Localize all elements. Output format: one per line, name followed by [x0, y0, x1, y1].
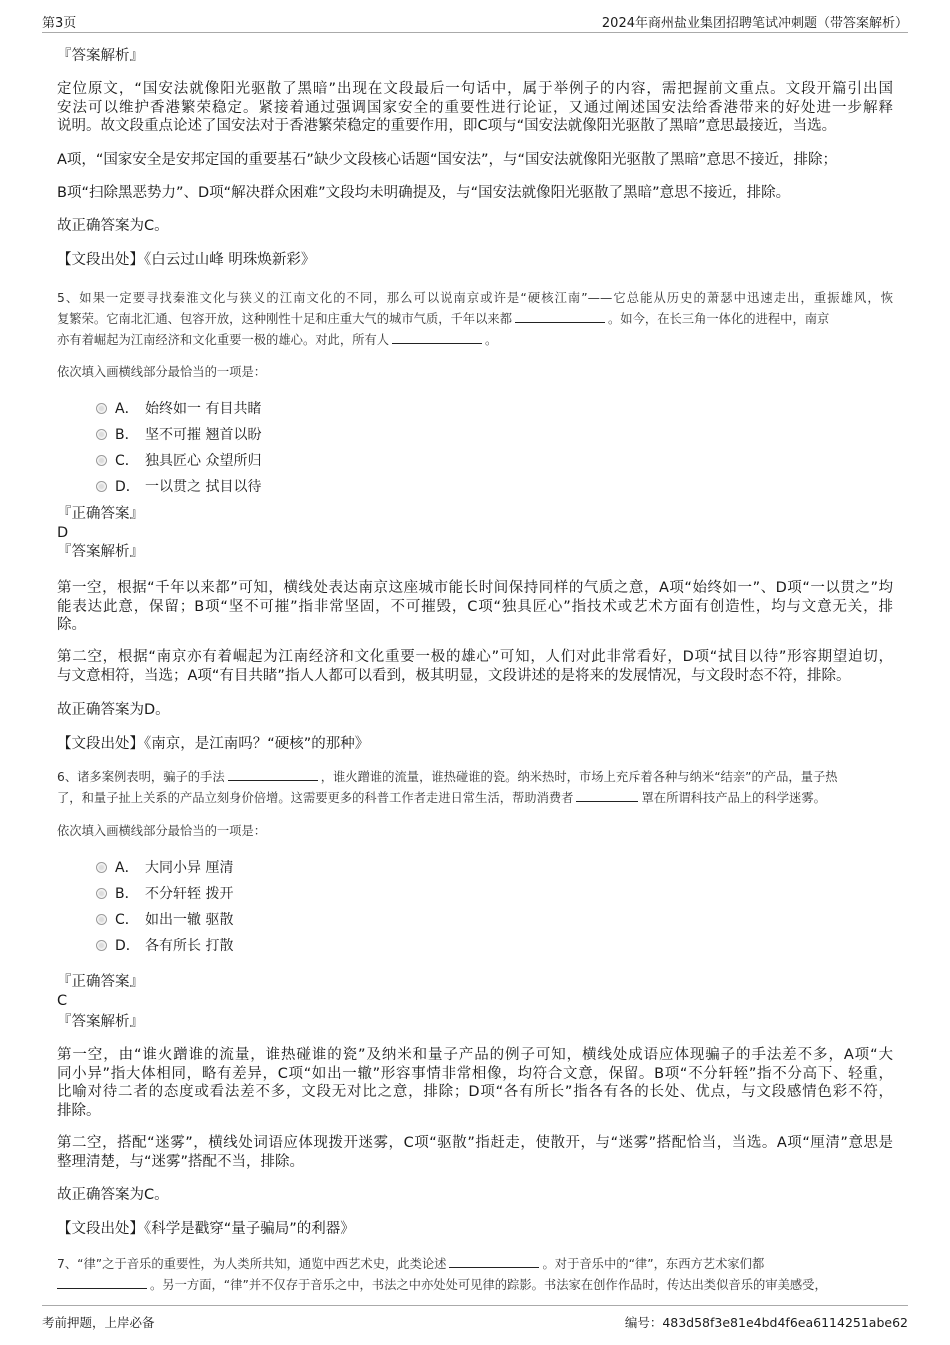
text-line: 比喻对待二者的态度或看法差不多，文段无对比之意，排除；D项“各有所长”指各有各的长处、优点，与文段感情色彩不符，: [57, 1084, 893, 1100]
source: 【文段出处】《白云过山峰 明珠焕新彩》: [57, 252, 316, 268]
question-text: 。对于音乐中的“律”，东西方艺术家们都: [542, 1257, 765, 1271]
text-line: 除。: [57, 617, 86, 633]
analysis-paragraph: [57, 1134, 893, 1171]
option-letter: A．: [115, 401, 139, 417]
radio-icon[interactable]: [96, 403, 107, 414]
correct-answer: C: [57, 993, 68, 1009]
text-line: 说明。故文段重点论述了国安法对于香港繁荣稳定的重要作用，即C项与“国安法就像阳光驱散了黑暗”意思最接近，当选。: [57, 118, 837, 134]
question-text: 。: [485, 333, 498, 347]
option-text: 坚不可摧 翘首以盼: [145, 427, 262, 443]
blank: [228, 768, 318, 781]
blank: [57, 1276, 147, 1289]
option-c[interactable]: [96, 450, 261, 470]
question-text: 亦有着崛起为江南经济和文化重要一极的雄心。对此，所有人: [57, 333, 390, 347]
page-number: 第3页: [42, 16, 77, 31]
text-line: 整理清楚，与“迷雾”搭配不当，排除。: [57, 1153, 305, 1170]
question-text: 了，和量子扯上关系的产品立刻身价倍增。这需要更多的科普工作者走进日常生活，帮助消费者: [57, 791, 574, 805]
question-6: [57, 767, 893, 809]
analysis-paragraph: [57, 648, 893, 685]
analysis-paragraph: [57, 1046, 893, 1120]
blank: [515, 310, 605, 323]
option-letter: C．: [115, 912, 139, 928]
radio-icon[interactable]: [96, 862, 107, 873]
conclusion: 故正确答案为C。: [57, 218, 169, 234]
text-line: 第二空，根据“南京亦有着崛起为江南经济和文化重要一极的雄心”可知，人们对此非常看好，D项“拭目以待”形容期望迫切，: [57, 649, 893, 665]
correct-answer-label: 『正确答案』: [57, 506, 144, 522]
question-text: 。另一方面，“律”并不仅存于音乐之中，书法之中亦处处可见律的踪影。书法家在创作作品时，传达出类似音乐的审美感受，: [150, 1278, 827, 1292]
option-letter: D．: [115, 938, 140, 954]
option-text: 一以贯之 拭目以待: [145, 479, 262, 495]
text-line: 安法可以维护香港繁荣稳定。紧接着通过强调国家安全的重要性进行论证，又通过阐述国安法给香港带来的好处进一步解释: [57, 99, 893, 116]
question-text: 。如今，在长三角一体化的进程中，南京: [608, 312, 830, 326]
analysis-label: 『答案解析』: [57, 1014, 144, 1030]
question-line: 5、如果一定要寻找秦淮文化与狭义的江南文化的不同，那么可以说南京或许是“硬核江南”——它总能从历史的萧瑟中迅速走出，重振雄风，恢: [57, 291, 893, 305]
option-text: 各有所长 打散: [145, 938, 234, 954]
text-line: 排除。: [57, 1102, 101, 1119]
correct-answer: D: [57, 525, 69, 541]
option-text: 不分轩轾 拨开: [145, 886, 234, 902]
text-line: 第一空，由“谁火蹭谁的流量，谁热碰谁的瓷”及纳米和量子产品的例子可知，横线处成语应体现骗子的手法差不多，A项“大: [57, 1047, 893, 1063]
radio-icon[interactable]: [96, 481, 107, 492]
question-prompt: 依次填入画横线部分最恰当的一项是：: [57, 824, 267, 838]
conclusion: 故正确答案为D。: [57, 702, 170, 718]
text-line: 同小异”指大体相同，略有差异，C项“如出一辙”形容事情非常相像，均符合文意，保留。B项“不分轩轾”指不分高下、轻重，: [57, 1065, 893, 1082]
option-a[interactable]: [96, 857, 233, 877]
option-letter: C．: [115, 453, 139, 469]
radio-icon[interactable]: [96, 455, 107, 466]
option-text: 如出一辙 驱散: [145, 912, 234, 928]
option-text: 大同小异 厘清: [145, 860, 234, 876]
text-line: 与文意相符，当选；A项“有目共睹”指人人都可以看到，极其明显，文段讲述的是将来的发展情况，与文段时态不符，排除。: [57, 667, 851, 684]
option-c[interactable]: [96, 909, 233, 929]
source: 【文段出处】《南京，是江南吗？“硬核”的那种》: [57, 736, 370, 752]
text-line: 第一空，根据“千年以来都”可知，横线处表达南京这座城市能长时间保持同样的气质之意，A项“始终如一”、D项“一以贯之”均: [57, 580, 893, 596]
question-text: ，谁火蹭谁的流量，谁热碰谁的瓷。纳米热时，市场上充斥着各种与纳米“结亲”的产品，量子热: [320, 770, 838, 784]
text-line: 定位原文，“国安法就像阳光驱散了黑暗”出现在文段最后一句话中，属于举例子的内容，需把握前文重点。文段开篇引出国: [57, 81, 893, 97]
option-b[interactable]: [96, 883, 233, 903]
blank: [449, 1255, 539, 1268]
question-text: 7、“律”之于音乐的重要性，为人类所共知，通览中西艺术史，此类论述: [57, 1257, 447, 1271]
option-text: 独具匠心 众望所归: [145, 453, 262, 469]
text-line: 第二空，搭配“迷雾”，横线处词语应体现拨开迷雾，C项“驱散”指赶走，使散开，与“迷雾”搭配恰当，当选。A项“厘清”意思是: [57, 1135, 893, 1151]
correct-answer-label: 『正确答案』: [57, 974, 144, 990]
analysis-label: 『答案解析』: [57, 48, 144, 64]
option-d[interactable]: [96, 935, 233, 955]
radio-icon[interactable]: [96, 429, 107, 440]
question-text: 罩在所谓科技产品上的科学迷雾。: [641, 791, 826, 805]
blank: [392, 331, 482, 344]
analysis-option-a: A项，“国家安全是安邦定国的重要基石”缺少文段核心话题“国安法”，与“国安法就像阳光驱散了黑暗”意思不接近，排除；: [57, 152, 837, 168]
header-divider: [42, 32, 908, 33]
analysis-label: 『答案解析』: [57, 544, 144, 560]
option-text: 始终如一 有目共睹: [145, 401, 262, 417]
source: 【文段出处】《科学是戳穿“量子骗局”的利器》: [57, 1221, 355, 1237]
question-prompt: 依次填入画横线部分最恰当的一项是：: [57, 365, 267, 379]
footer-divider: [42, 1305, 908, 1306]
option-letter: D．: [115, 479, 140, 495]
conclusion: 故正确答案为C。: [57, 1187, 169, 1203]
document-id: 编号：483d58f3e81e4bd4f6ea6114251abe62: [624, 1315, 908, 1330]
radio-icon[interactable]: [96, 888, 107, 899]
option-d[interactable]: [96, 476, 261, 496]
option-letter: B．: [115, 886, 139, 902]
option-b[interactable]: [96, 424, 261, 444]
analysis-paragraph: [57, 80, 893, 136]
footer-slogan: 考前押题，上岸必备: [42, 1315, 155, 1330]
option-letter: B．: [115, 427, 139, 443]
radio-icon[interactable]: [96, 914, 107, 925]
question-7: [57, 1254, 893, 1296]
question-text: 6、诸多案例表明，骗子的手法: [57, 770, 225, 784]
blank: [576, 789, 638, 802]
radio-icon[interactable]: [96, 940, 107, 951]
question-text: 复繁荣。它南北汇通、包容开放，这种刚性十足和庄重大气的城市气质，千年以来都: [57, 312, 512, 326]
analysis-option-bd: B项“扫除黑恶势力”、D项“解决群众困难”文段均未明确提及，与“国安法就像阳光驱散了黑暗”意思不接近，排除。: [57, 185, 791, 201]
option-letter: A．: [115, 860, 139, 876]
question-5: [57, 288, 893, 351]
document-title: 2024年商州盐业集团招聘笔试冲刺题（带答案解析）: [601, 16, 908, 31]
analysis-paragraph: [57, 579, 893, 635]
text-line: 能表达此意，保留；B项“坚不可摧”指非常坚固，不可摧毁，C项“独具匠心”指技术或艺术方面有创造性，均与文意无关，排: [57, 598, 893, 615]
option-a[interactable]: [96, 398, 261, 418]
